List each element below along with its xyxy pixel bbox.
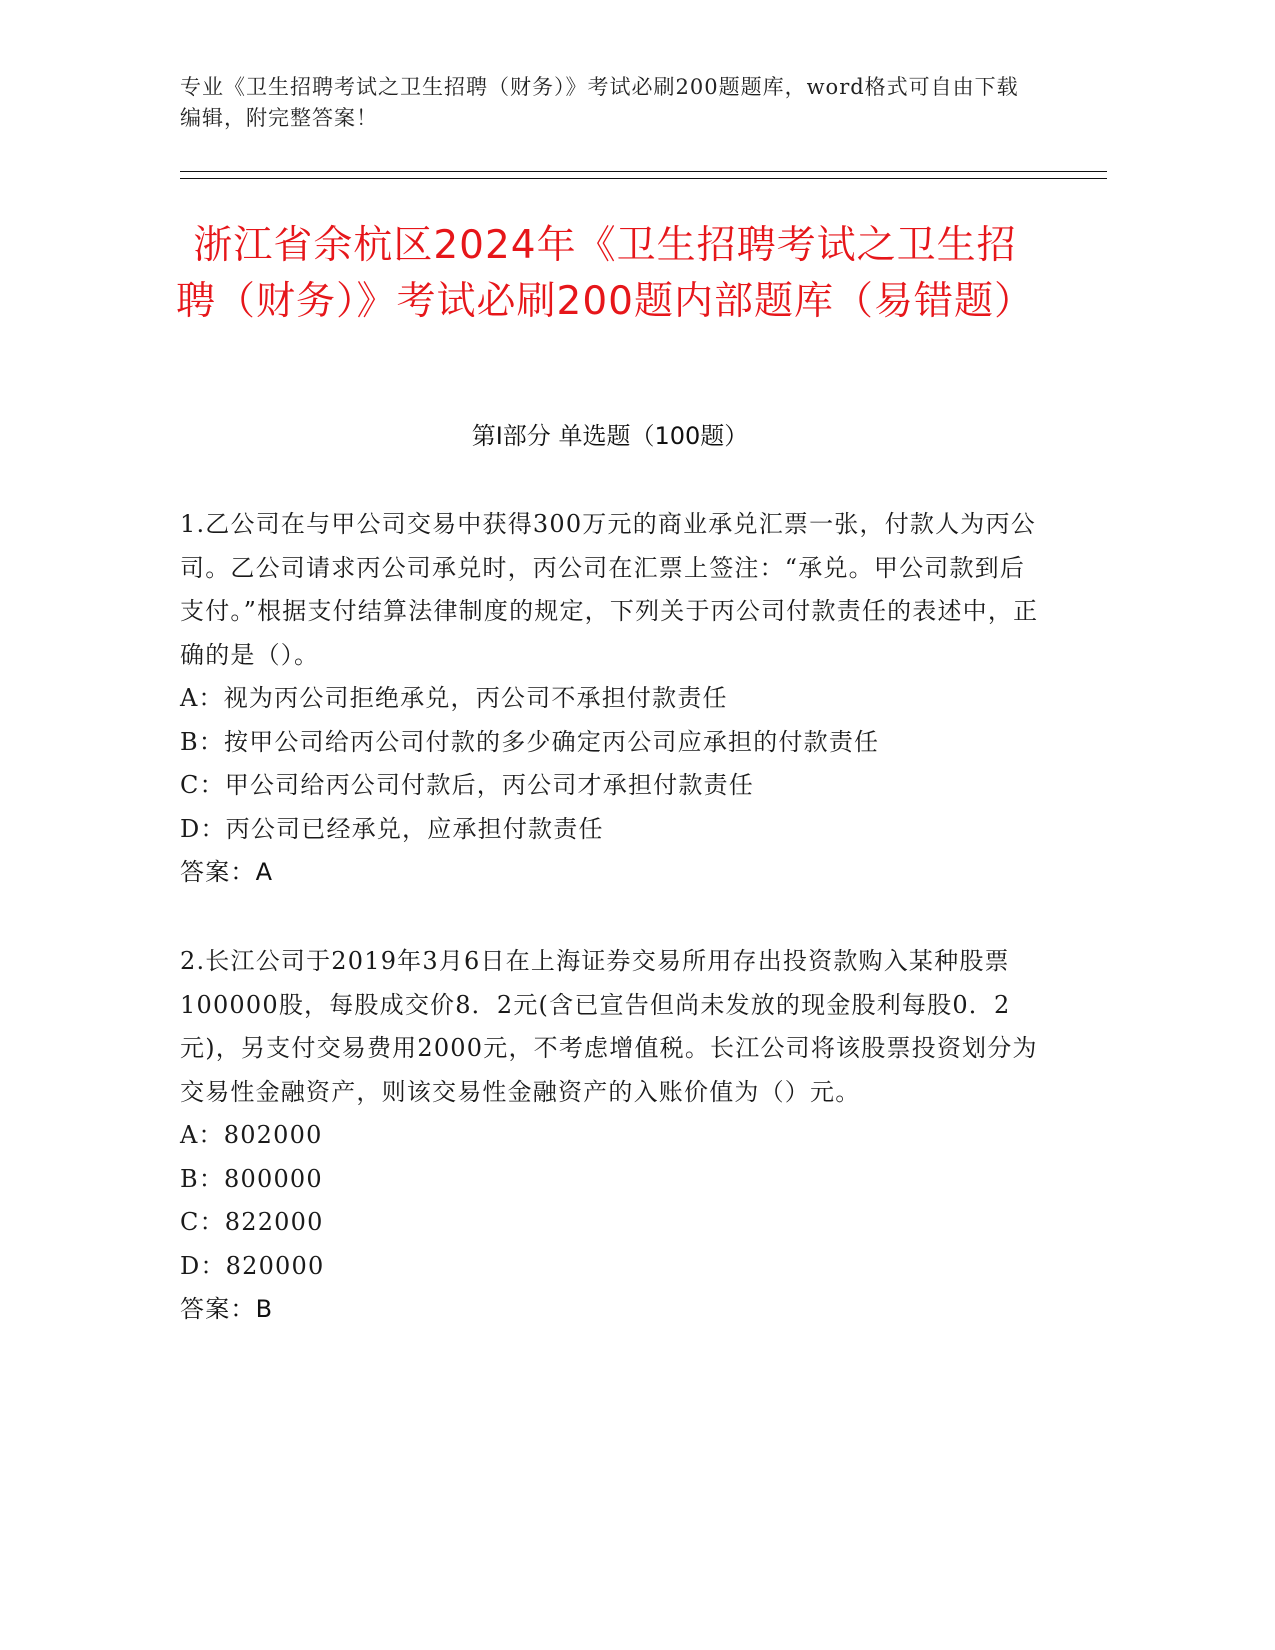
answer-line: 答案：B [180,1295,274,1323]
question-block [180,940,1040,1332]
option-b: B：按甲公司给丙公司付款的多少确定丙公司应承担的付款责任 [180,727,880,756]
option-d: D：丙公司已经承兑，应承担付款责任 [180,814,604,843]
option-a: A：802000 [180,1121,323,1149]
option-c: C：822000 [180,1208,324,1236]
section-heading: 第Ⅰ部分 单选题（100题） [471,422,749,450]
option-c: C：甲公司给丙公司付款后，丙公司才承担付款责任 [180,771,754,799]
question-text: 1.乙公司在与甲公司交易中获得300万元的商业承兑汇票一张，付款人为丙公司。乙公司请求丙公司承兑时，丙公司在汇票上签注：“承兑。甲公司款到后支付。”根据支付结算法律制度的规定，下列关于丙公司付款责任的表述中，正确的是（）。 [180,510,1039,669]
question-text: 2.长江公司于2019年3月6日在上海证券交易所用存出投资款购入某种股票100000股，每股成交价8．2元(含已宣告但尚未发放的现金股利每股0．2元)，另支付交易费用2000元，不考虑增值税。长江公司将该股票投资划分为交易性金融资产，则该交易性金融资产的入账价值为（）元。 [180,947,1038,1106]
answer-line: 答案：A [180,858,274,886]
header-divider-bottom [180,178,1107,179]
intro-text: 专业《卫生招聘考试之卫生招聘（财务）》考试必刷200题题库，word格式可自由下载编辑，附完整答案！ [180,75,1019,130]
question-block [180,503,1040,895]
option-d: D：820000 [180,1251,325,1280]
header-divider-top [180,171,1107,172]
option-a: A：视为丙公司拒绝承兑，丙公司不承担付款责任 [180,684,728,712]
document-title: 浙江省余杭区2024年《卫生招聘考试之卫生招聘（财务）》考试必刷200题内部题库（易错题） [176,223,1034,324]
option-b: B：800000 [180,1164,323,1193]
